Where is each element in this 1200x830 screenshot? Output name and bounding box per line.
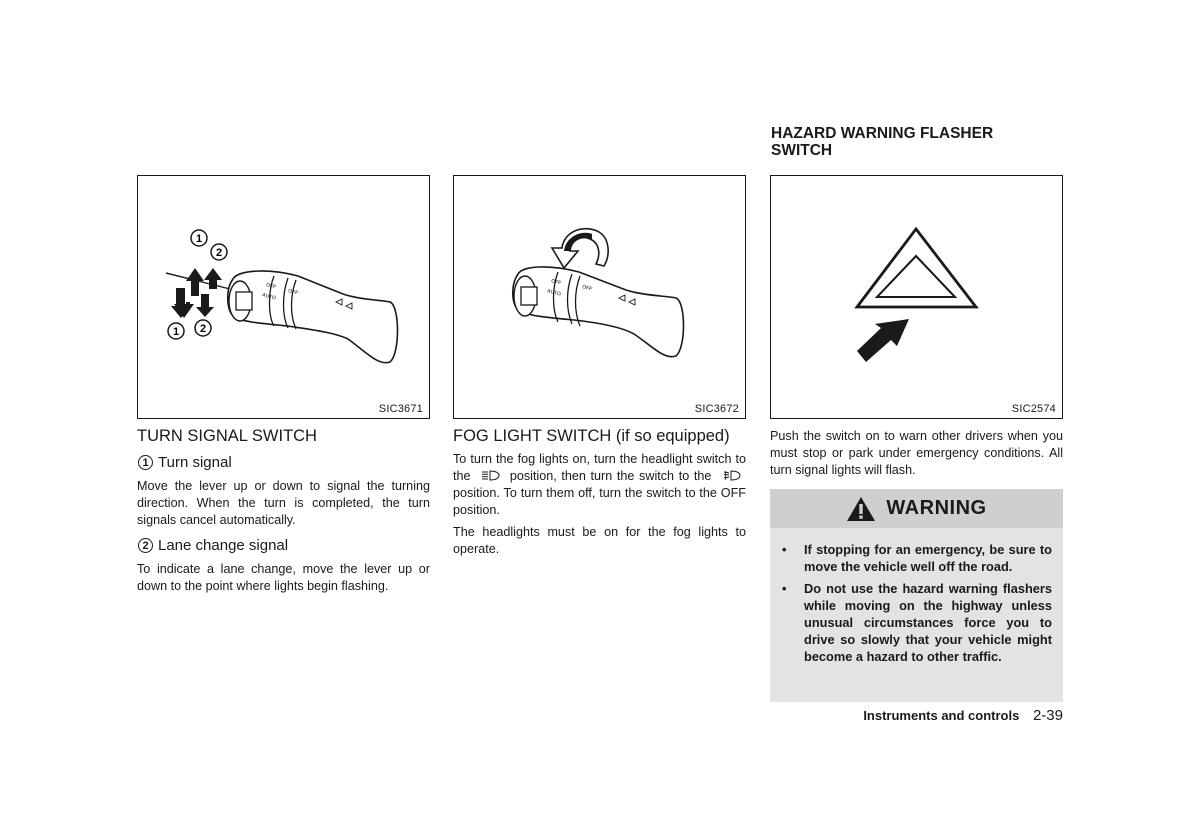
lane-change-subheading — [138, 537, 288, 554]
figure-code: SIC3672 — [694, 403, 739, 415]
headlight-icon — [479, 470, 501, 481]
lever-label-off-2: OFF — [287, 288, 299, 297]
arrow-number-1-bottom: 1 — [172, 326, 180, 338]
hazard-text: Push the switch on to warn other drivers when you must stop or park under emergency conditions. All turn signal lights will flash. — [770, 429, 1063, 477]
hazard-title: HAZARD WARNING FLASHER SWITCH — [771, 125, 994, 159]
fog-light-figure — [453, 175, 746, 419]
lever-label-auto: AUTO — [261, 292, 277, 302]
lane-change-text: To indicate a lane change, move the lever up or down to the point where lights begin flashing. — [137, 562, 430, 593]
fog-light-note: The headlights must be on for the fog lights to operate. — [453, 525, 746, 556]
fog-light-icon — [720, 470, 742, 481]
turn-signal-text: Move the lever up or down to signal the turning direction. When the turn is completed, the turn signals cancel automatically. — [137, 479, 430, 527]
fog-light-lever-illustration — [454, 176, 747, 420]
lever-label-off: OFF — [265, 282, 277, 291]
hazard-switch-illustration — [771, 176, 1064, 420]
item-number-2: 2 — [138, 538, 153, 553]
turn-signal-lever-illustration — [138, 176, 431, 420]
fog-text-part-1: To turn the fog lights on, turn the headlight switch to the — [453, 452, 746, 483]
turn-signal-figure — [137, 175, 430, 419]
footer-section-name: Instruments and controls — [863, 708, 1020, 723]
warning-item: • Do not use the hazard warning flashers while moving on the highway unless unusual circumstances force you to drive so slowly that your vehicle might become a hazard to other traffic. — [770, 580, 1063, 665]
warning-body — [770, 528, 1063, 702]
fog-light-title: FOG LIGHT SWITCH (if so equipped) — [453, 427, 730, 445]
turn-signal-subheading-label: Turn signal — [158, 454, 232, 471]
turn-signal-title: TURN SIGNAL SWITCH — [137, 427, 317, 445]
arrow-number-2-top: 2 — [215, 247, 223, 259]
warning-triangle-icon — [846, 496, 876, 522]
turn-signal-subheading — [138, 454, 232, 471]
warning-label: WARNING — [886, 497, 987, 519]
fog-light-text — [453, 451, 746, 558]
lever-label-off: OFF — [550, 278, 562, 287]
lever-label-auto: AUTO — [546, 288, 562, 298]
arrow-number-1-top: 1 — [195, 233, 203, 245]
warning-header — [770, 489, 1063, 528]
lane-change-subheading-label: Lane change signal — [158, 537, 289, 554]
fog-text-part-2: position, then turn the switch to the — [509, 469, 712, 483]
page-number: 2-39 — [1032, 707, 1063, 724]
item-number-1: 1 — [138, 455, 153, 470]
warning-item: • If stopping for an emergency, be sure to move the vehicle well off the road. — [770, 541, 1063, 575]
arrow-number-2-bottom: 2 — [199, 323, 207, 335]
figure-code: SIC3671 — [378, 403, 423, 415]
page-footer — [863, 707, 1063, 724]
lever-label-off-2: OFF — [581, 284, 593, 293]
figure-code: SIC2574 — [1011, 403, 1056, 415]
fog-text-part-3: position. To turn them off, turn the switch to the OFF position. — [453, 486, 746, 517]
hazard-figure — [770, 175, 1063, 419]
